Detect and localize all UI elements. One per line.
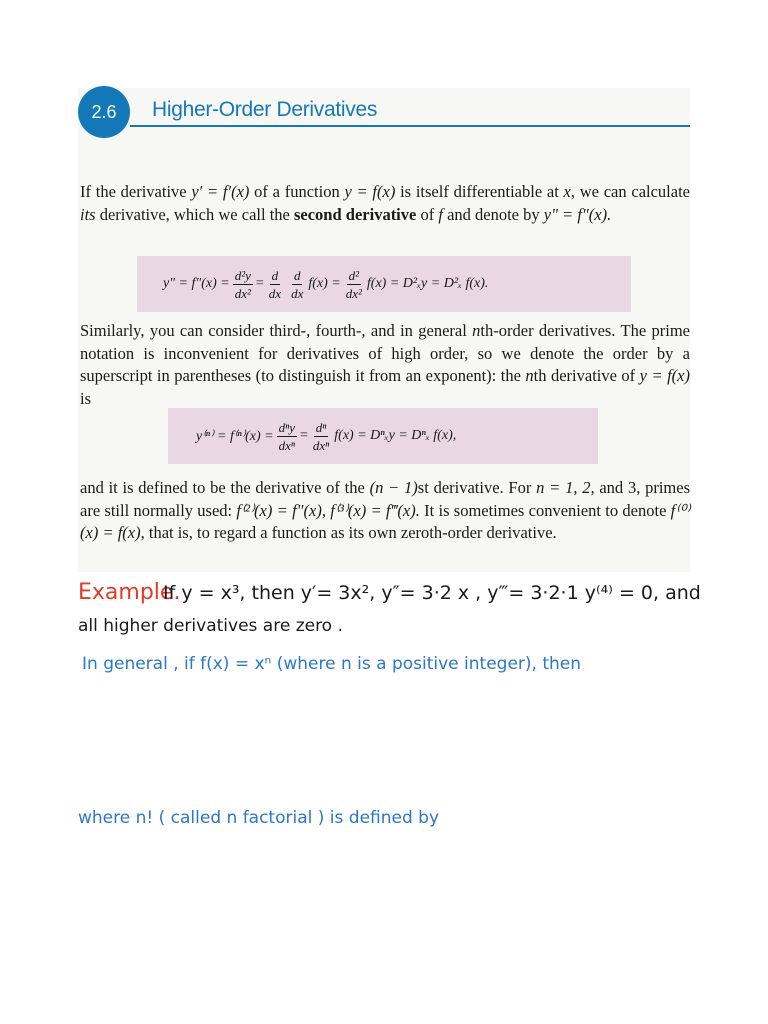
text: of a function (249, 182, 345, 201)
text: st derivative. For (417, 478, 537, 497)
emphasis: its (80, 204, 96, 224)
fraction-numerator: d (293, 267, 301, 283)
paragraph-definition (80, 477, 690, 545)
text: derivative, which we call the (95, 204, 294, 224)
math: n = 1, 2, (536, 478, 595, 497)
fraction (277, 420, 297, 453)
nth-derivative-formula (168, 408, 598, 464)
text: If the derivative (80, 182, 192, 201)
fraction (267, 268, 283, 301)
fraction-numerator: d²y (234, 267, 251, 283)
fraction (311, 420, 331, 453)
equals: = (299, 428, 308, 443)
handwritten-factorial-line: where n! ( called n factorial ) is defined by (78, 808, 440, 828)
formula-lhs: y⁽ⁿ⁾ = f⁽ⁿ⁾(x) = (196, 428, 274, 444)
fraction-denominator: dxⁿ (278, 437, 295, 453)
handwritten-example-label: Example. (78, 580, 181, 605)
text: Similarly, you can consider third-, fourth-, and in general (80, 321, 473, 340)
handwritten-higher-derivatives-line: all higher derivatives are zero . (78, 616, 343, 636)
section-title-rule (130, 125, 690, 127)
paragraph-nth-derivative (80, 320, 690, 410)
fraction-numerator: d² (348, 267, 359, 283)
text: and it is defined to be the derivative of the (80, 478, 370, 497)
text: It is sometimes convenient to denote (419, 500, 671, 520)
fraction-numerator: d (271, 267, 279, 283)
text: of (416, 204, 439, 224)
fraction-denominator: dxⁿ (312, 437, 330, 453)
second-derivative-formula (137, 256, 631, 312)
math: n (525, 366, 534, 385)
fraction-numerator: dⁿ (315, 419, 327, 435)
formula-lhs: y″ = f″(x) = (163, 276, 230, 291)
math: y = f(x) (344, 182, 396, 201)
fraction-denominator: dx² (345, 285, 362, 301)
handwritten-example-line: If y = x³, then y′= 3x², y″= 3·2 x , y‴= 3·2·1 y⁽⁴⁾ = 0, and (163, 582, 701, 604)
paragraph-second-derivative (80, 181, 690, 226)
text: th-order derivatives. The prime notation is inconvenient for derivatives of high order, so we denote the order by a superscript in parentheses (to distinguish it from an exponent): the (80, 321, 690, 385)
text: , we can calculate (570, 182, 690, 201)
fraction (233, 268, 253, 301)
math: f (438, 204, 443, 224)
fraction (344, 268, 364, 301)
math: x (563, 182, 571, 201)
text: th derivative of (533, 366, 640, 385)
fraction-denominator: dx (268, 285, 282, 301)
formula-rhs: f(x) = D²ₓy = D²ₓ f(x). (366, 276, 489, 291)
math: n (472, 321, 481, 340)
formula-rhs: f(x) = Dⁿₓy = Dⁿₓ f(x), (334, 428, 457, 443)
text: that is, to regard a function as its own zeroth-order derivative. (144, 523, 557, 542)
math: (n − 1) (369, 478, 418, 497)
fraction-numerator: dⁿy (278, 419, 295, 435)
text: is (80, 388, 92, 408)
text: and 3, primes are still normally used: (80, 478, 691, 520)
math: y′ = f′(x) (191, 182, 250, 201)
handwritten-general-case-line: In general , if f(x) = xⁿ (where n is a positive integer), then (82, 654, 582, 674)
section-title: Higher-Order Derivatives (152, 98, 378, 121)
fraction-denominator: dx² (234, 285, 251, 301)
fraction-denominator: dx (291, 285, 304, 301)
math: f⁽²⁾(x) = f″(x), f⁽³⁾(x) = f‴(x). (236, 500, 420, 520)
math: f⁽⁰⁾(x) = f(x), (80, 500, 690, 542)
formula-middle: f(x) = (308, 276, 341, 291)
section-number-badge: 2.6 (78, 86, 130, 138)
fraction (289, 268, 305, 301)
text: and denote by (442, 204, 544, 224)
text: is itself differentiable at (395, 182, 564, 201)
math: y = f(x) (639, 366, 690, 385)
math: y″ = f″(x). (543, 204, 612, 224)
equals: = (255, 276, 264, 291)
bold-term: second derivative (293, 204, 417, 224)
